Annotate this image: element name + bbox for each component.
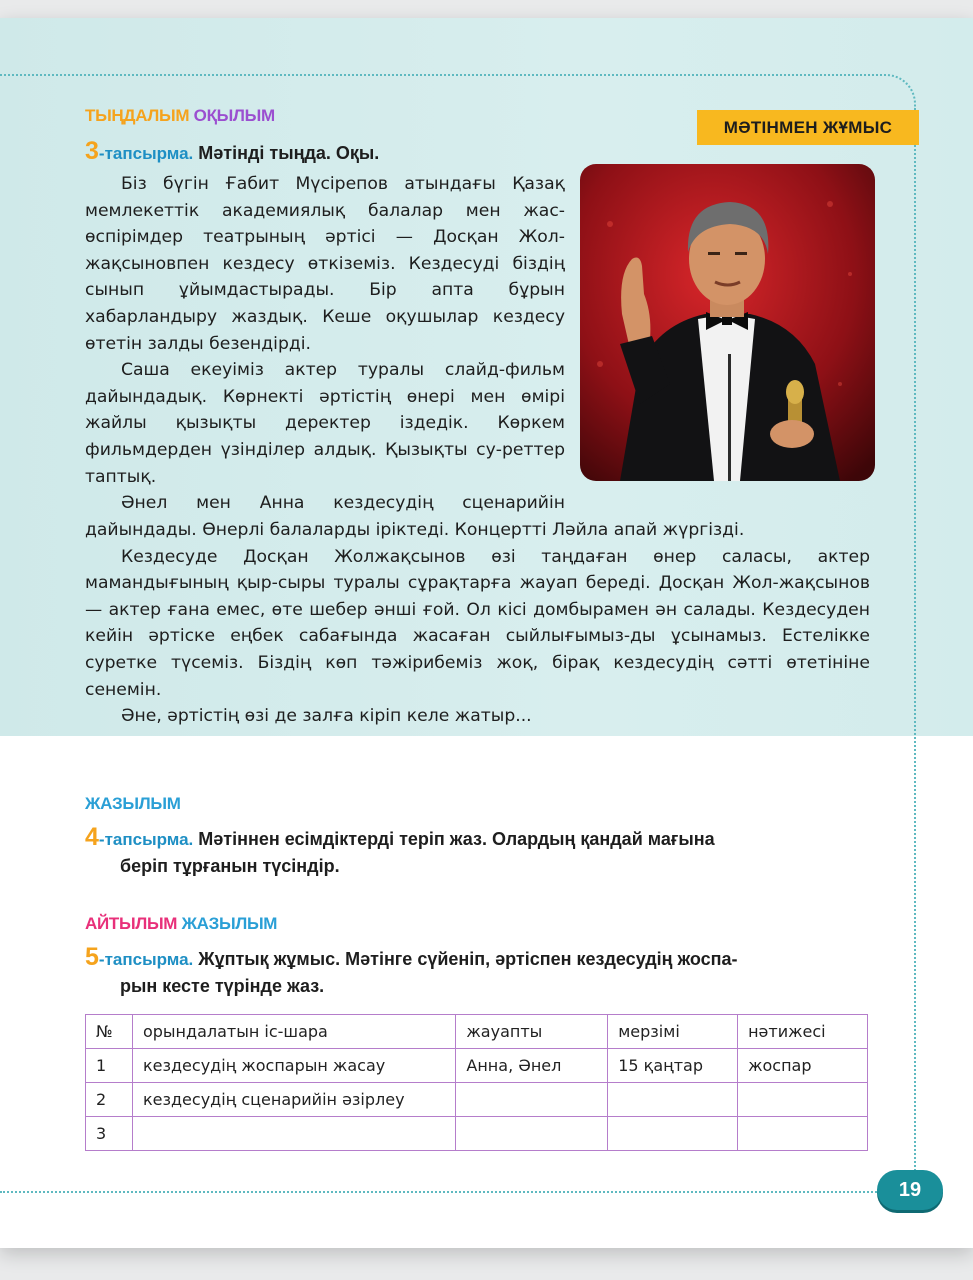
header-number: №	[86, 1015, 133, 1049]
section-heading-listening-reading	[85, 106, 275, 126]
paragraph-2: Саша екеуіміз актер туралы слайд-фильм дайындадық. Көрнекті әртістің өнері мен өмірі жайлы қызықты деректер іздедік. Көркем фильмдерден үзінділер алдық. Қызықты су-реттер таптық.	[85, 360, 565, 487]
header-result: нәтижесі	[738, 1015, 868, 1049]
task-label: -тапсырма.	[98, 950, 194, 969]
dotted-border-right	[914, 108, 916, 1183]
table-cell: 15 қаңтар	[608, 1049, 738, 1083]
page-number-badge: 19	[877, 1170, 943, 1210]
task-instruction-line2: беріп тұрғанын түсіндір.	[120, 856, 340, 876]
task-4-heading	[85, 824, 875, 879]
task-number: 5	[85, 943, 99, 971]
reading-text-column	[85, 171, 565, 517]
task-label: -тапсырма.	[98, 830, 194, 849]
table-cell	[456, 1083, 608, 1117]
task-number: 4	[85, 823, 99, 851]
table-cell	[608, 1083, 738, 1117]
section-heading-speaking-writing	[85, 914, 277, 934]
task-number: 3	[85, 137, 99, 165]
dotted-border-top	[0, 74, 882, 76]
task-instruction-line1: Мәтіннен есімдіктерді теріп жаз. Олардың қандай мағына	[198, 829, 715, 849]
textbook-page	[0, 18, 973, 1248]
table-cell	[608, 1117, 738, 1151]
task-instruction: Мәтінді тыңда. Оқы.	[198, 143, 380, 163]
paragraph-1: Біз бүгін Ғабит Мүсірепов атындағы Қазақ мемлекеттік академиялық балалар мен жас-өспірімдер театрының әртісі — Досқан Жол-жақсыновпен кездесу өткіземіз. Кездесуді біздің сынып ұйымдастырады. Бір апта бұрын хабарландыру жаздық. Кеше оқушылар кездесу өтетін залды безендірді.	[85, 174, 565, 354]
skill-reading: ОҚЫЛЫМ	[193, 106, 275, 125]
table-cell: жоспар	[738, 1049, 868, 1083]
task-5-heading	[85, 944, 875, 999]
task-label: -тапсырма.	[98, 144, 194, 163]
meeting-plan-table	[85, 1014, 868, 1151]
paragraph-3-start: Әнел мен Анна кездесудің сценарийін	[121, 493, 565, 514]
paragraph-3-end: дайындады. Өнерлі балаларды іріктеді. Концертті Ләйла апай жүргізді.	[85, 520, 745, 540]
task-3-heading	[85, 138, 379, 167]
table-cell	[738, 1117, 868, 1151]
dotted-border-bottom	[0, 1191, 880, 1193]
table-cell	[738, 1083, 868, 1117]
skill-listening: ТЫҢДАЛЫМ	[85, 106, 190, 125]
paragraph-4: Кездесуде Досқан Жолжақсынов өзі таңдаған өнер саласы, актер мамандығының қыр-сыры туралы сұрақтарға жауап береді. Досқан Жол-жақсынов — актер ғана емес, өте шебер әнші ғой. Ол кісі домбырамен ән салады. Кездесуден кейін әртіске еңбек сабағында жасаған сыйлығымыз-ды ұсынамыз. Естелікке суретке түсеміз. Біздің көп тәжірибеміз жоқ, бірақ кездесудің сәтті өтетініне сенемін.	[85, 546, 870, 700]
table-cell: 3	[86, 1117, 133, 1151]
table-cell	[132, 1117, 455, 1151]
table-cell: 1	[86, 1049, 133, 1083]
table-header-row	[86, 1015, 868, 1049]
task-instruction-line1: Жұптық жұмыс. Мәтінге сүйеніп, әртіспен кездесудің жоспа-	[198, 949, 738, 969]
actor-photo	[580, 164, 875, 481]
table-cell: кездесудің сценарийін әзірлеу	[132, 1083, 455, 1117]
reading-text-full	[85, 517, 870, 730]
table-cell	[456, 1117, 608, 1151]
header-responsible: жауапты	[456, 1015, 608, 1049]
table-row	[86, 1049, 868, 1083]
paragraph-5: Әне, әртістің өзі де залға кіріп келе жатыр...	[121, 706, 532, 727]
skill-writing: ЖАЗЫЛЫМ	[181, 914, 278, 933]
table-cell: кездесудің жоспарын жасау	[132, 1049, 455, 1083]
task-instruction-line2: рын кесте түрінде жаз.	[120, 976, 325, 996]
table-cell: 2	[86, 1083, 133, 1117]
header-activity: орындалатын іс-шара	[132, 1015, 455, 1049]
table-row	[86, 1117, 868, 1151]
skill-speaking: АЙТЫЛЫМ	[85, 914, 178, 933]
actor-photo-illustration	[580, 164, 875, 481]
table-cell: Анна, Әнел	[456, 1049, 608, 1083]
header-deadline: мерзімі	[608, 1015, 738, 1049]
text-work-badge: МӘТІНМЕН ЖҰМЫС	[697, 110, 919, 145]
table-row	[86, 1083, 868, 1117]
section-heading-writing: ЖАЗЫЛЫМ	[85, 794, 181, 813]
